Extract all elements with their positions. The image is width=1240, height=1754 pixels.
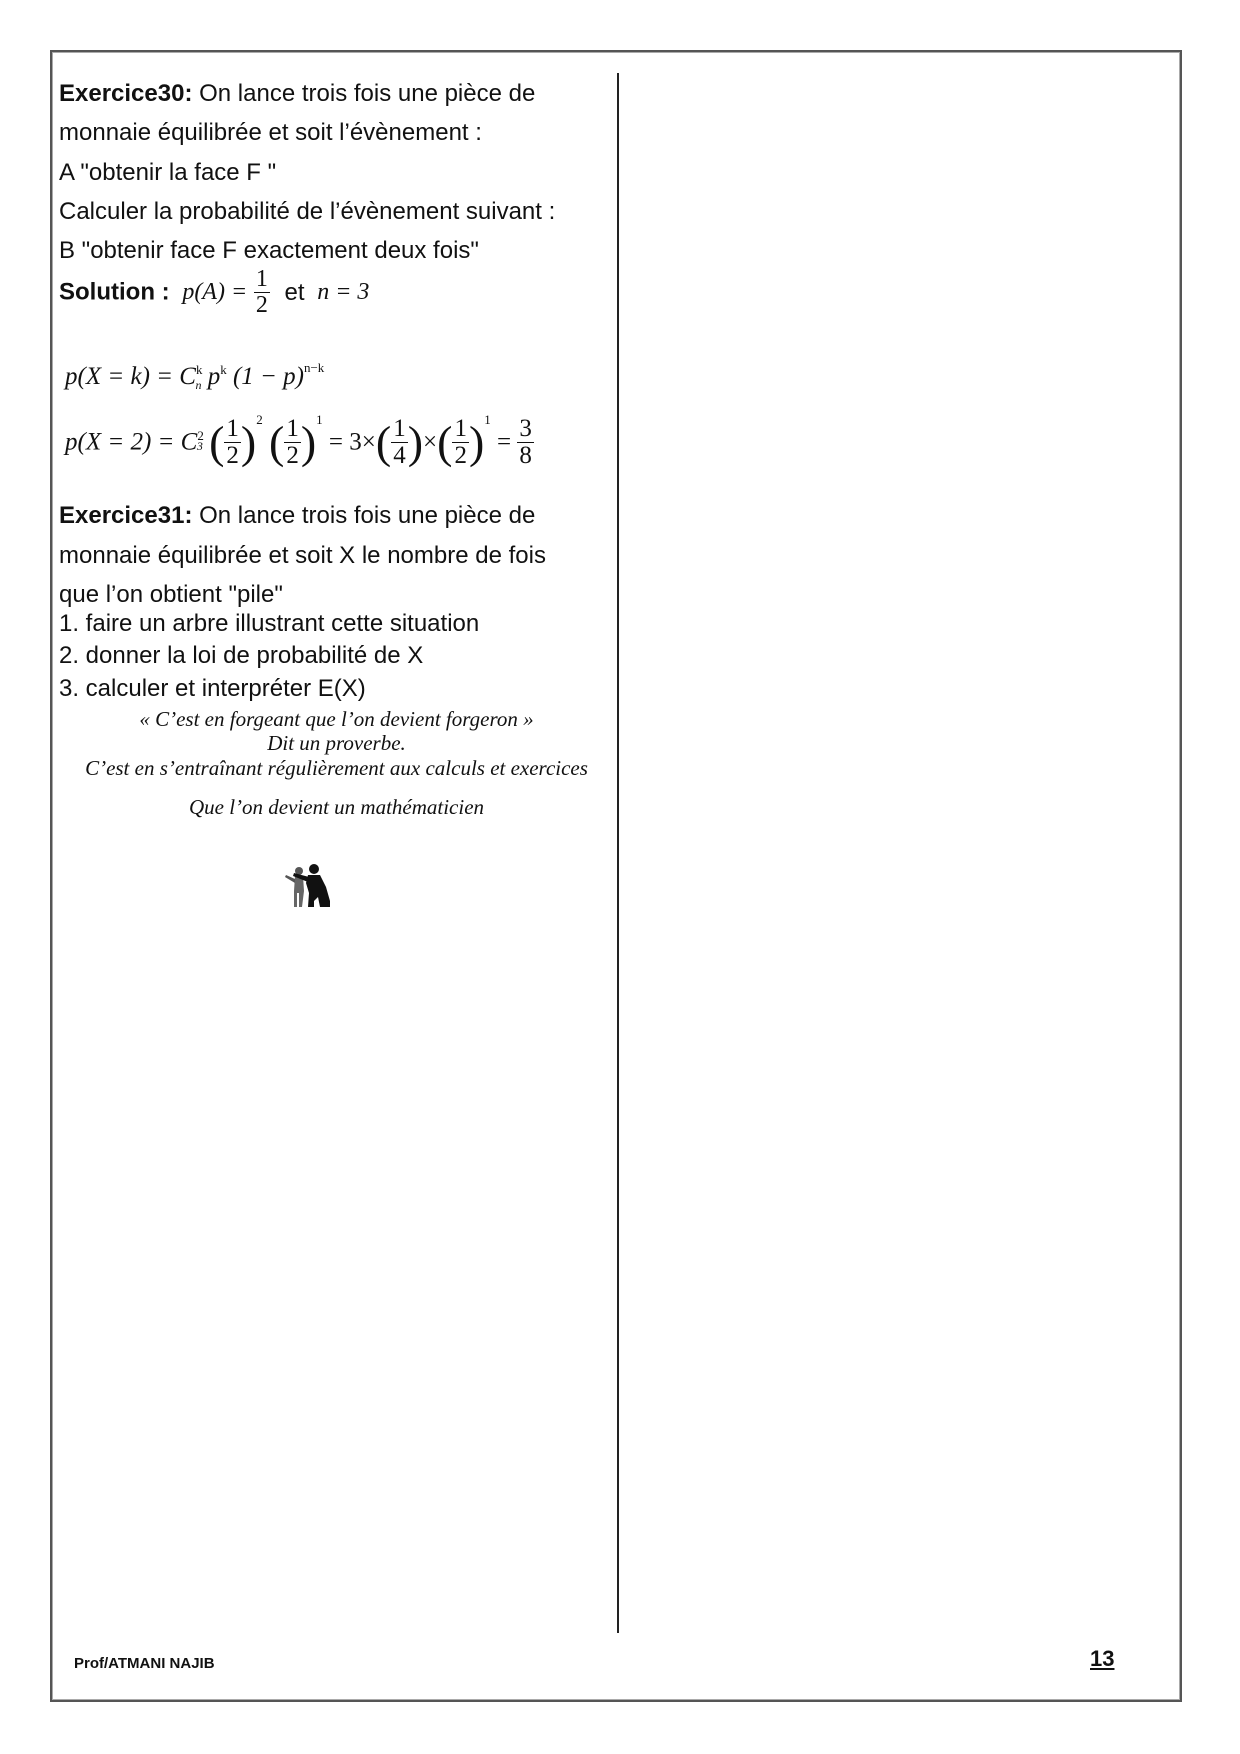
quote-line4: Que l’on devient un mathématicien bbox=[188, 795, 485, 819]
quote-line2: Dit un proverbe. bbox=[267, 731, 406, 755]
et-word: et bbox=[284, 278, 305, 306]
ex31-line2: monnaie équilibrée et soit X le nombre de fois bbox=[59, 542, 546, 569]
calc-frac-a: $\frac{1}{2}$ bbox=[226, 414, 239, 469]
half-den: 2 bbox=[255, 292, 268, 319]
calc-lhs: p(X = 2) = C bbox=[65, 428, 198, 456]
exp-1a: 1 bbox=[316, 412, 323, 427]
column-divider bbox=[617, 73, 619, 1633]
eq-3-times: = 3× bbox=[328, 428, 376, 456]
ex30-line3: A "obtenir la face F " bbox=[59, 159, 277, 186]
ex31-line1 bbox=[59, 502, 535, 530]
ex30-line4: Calculer la probabilité de l’évènement suivant : bbox=[59, 198, 556, 225]
quote-line3: C’est en s’entraînant régulièrement aux calculs et exercices bbox=[85, 756, 588, 780]
calc-line: $p(X = 2) = C^23$ ( $\frac{1}{2}$ )$^2$ ( $\frac{1}{2}$ )$^1$ = 3×( $\frac{1}{4}$ )×( $\frac{1}{2}$ )$^1$ = $\frac{3}{8}$ bbox=[65, 412, 532, 469]
exp-1b: 1 bbox=[484, 412, 491, 427]
half-fraction bbox=[254, 267, 270, 318]
solution-line bbox=[59, 267, 369, 318]
quote-line1: « C’est en forgeant que l’on devient forgeron » bbox=[139, 707, 534, 731]
page-number: 13 bbox=[1090, 1646, 1115, 1671]
ex31-text1: On lance trois fois une pièce de bbox=[192, 502, 536, 529]
ex31-item3: 3. calculer et interpréter E(X) bbox=[59, 675, 366, 702]
equals-sign: = bbox=[497, 428, 512, 456]
formula-rest: (1 − p) bbox=[226, 363, 304, 390]
ex31-item1: 1. faire un arbre illustrant cette situation bbox=[59, 610, 480, 637]
ex30-text1: On lance trois fois une pièce de bbox=[192, 80, 536, 107]
footer-author: Prof/ATMANI NAJIB bbox=[74, 1655, 215, 1672]
half-num: 1 bbox=[255, 266, 268, 292]
exp-2: 2 bbox=[256, 412, 263, 427]
ex30-line5: B "obtenir face F exactement deux fois" bbox=[59, 237, 479, 264]
formula-lhs: p(X = k) = C bbox=[65, 363, 196, 390]
ex31-title: Exercice31: bbox=[59, 502, 193, 529]
ex31-line3: que l’on obtient "pile" bbox=[59, 581, 283, 608]
n-equals: n = 3 bbox=[317, 279, 370, 306]
formula-sup-nk: n−k bbox=[303, 360, 325, 375]
formula-sup-k2: k bbox=[220, 362, 227, 377]
formula-pk: p bbox=[201, 363, 221, 390]
teacher-child-silhouette-icon bbox=[284, 863, 336, 909]
result-fraction: $\frac{3}{8}$ bbox=[519, 414, 532, 469]
formula-sup-k: k bbox=[195, 362, 203, 377]
solution-label: Solution : bbox=[59, 278, 170, 306]
ex30-title: Exercice30: bbox=[59, 80, 193, 107]
pA-lhs: p(A) = bbox=[182, 279, 248, 306]
formula-sub-n: n bbox=[195, 378, 202, 392]
binomial-formula bbox=[65, 360, 324, 393]
ex31-item2: 2. donner la loi de probabilité de X bbox=[59, 642, 424, 669]
calc-frac-c: $\frac{1}{2}$ bbox=[454, 414, 467, 469]
calc-sub: 3 bbox=[196, 439, 203, 453]
times-sign: × bbox=[423, 428, 438, 456]
ex30-line1 bbox=[59, 80, 535, 108]
ex30-line2: monnaie équilibrée et soit l’évènement : bbox=[59, 119, 482, 146]
calc-frac-b: $\frac{1}{2}$ bbox=[286, 414, 299, 469]
calc-frac-quarter: $\frac{1}{4}$ bbox=[393, 414, 406, 469]
calc-sup: 2 bbox=[197, 428, 204, 443]
